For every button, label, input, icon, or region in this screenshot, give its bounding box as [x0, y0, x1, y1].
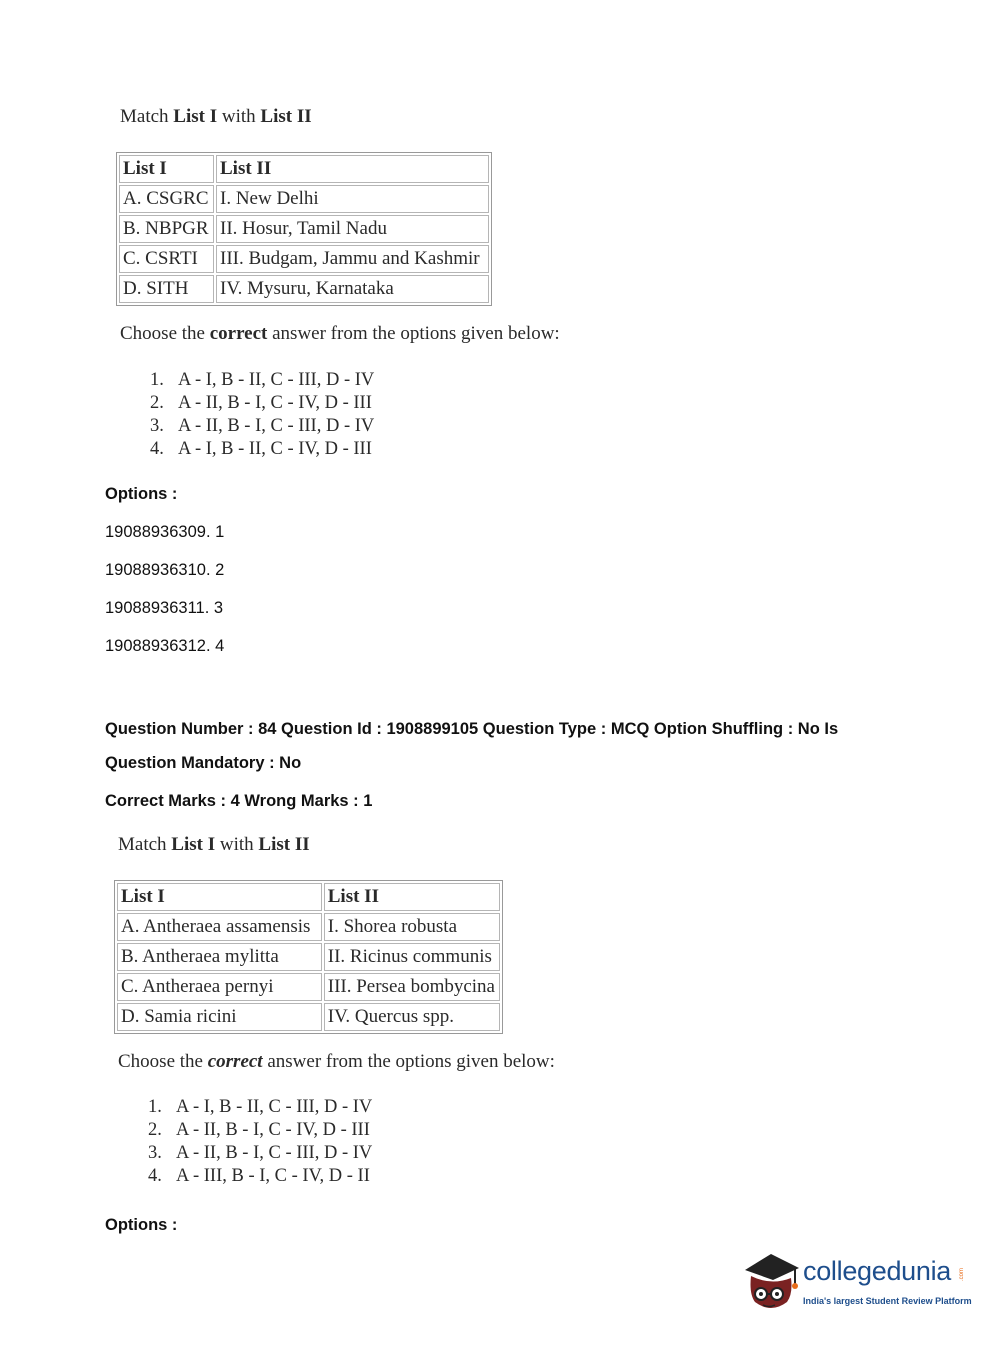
question-marks-line: Correct Marks : 4 Wrong Marks : 1	[105, 792, 373, 810]
block2-match-table	[114, 880, 503, 1034]
table-cell: C. Antheraea pernyi	[117, 973, 322, 1001]
option-id-line: 19088936311. 3	[105, 599, 224, 617]
table-header-cell: List II	[216, 155, 489, 183]
block2-instruction: Choose the correct answer from the options given below:	[118, 1051, 555, 1072]
table-cell: C. CSRTI	[119, 245, 214, 273]
answer-item: 2. A - II, B - I, C - IV, D - III	[148, 1120, 370, 1140]
table-row	[119, 245, 489, 273]
answer-item: 3. A - II, B - I, C - III, D - IV	[150, 416, 375, 436]
collegedunia-logo[interactable]	[741, 1250, 971, 1320]
block1-answer-list	[150, 369, 374, 461]
mascot-icon	[741, 1250, 803, 1316]
table-header-row	[119, 155, 489, 183]
brand-tagline: India's largest Student Review Platform	[803, 1296, 972, 1306]
table-cell: II. Hosur, Tamil Nadu	[216, 215, 489, 243]
table-cell: D. SITH	[119, 275, 214, 303]
table-cell: D. Samia ricini	[117, 1003, 322, 1031]
answer-item: 4. A - I, B - II, C - IV, D - III	[150, 439, 372, 459]
block1-options-label: Options :	[105, 485, 178, 503]
question-meta-line: Question Number : 84 Question Id : 1908899105 Question Type : MCQ Option Shuffling : No Is	[105, 720, 839, 738]
table-header-row	[117, 883, 500, 911]
answer-item: 3. A - II, B - I, C - III, D - IV	[148, 1143, 373, 1163]
answer-item: 1. A - I, B - II, C - III, D - IV	[150, 370, 375, 390]
table-cell: III. Budgam, Jammu and Kashmir	[216, 245, 489, 273]
table-cell: B. Antheraea mylitta	[117, 943, 322, 971]
table-cell: III. Persea bombycina	[324, 973, 500, 1001]
option-id-line: 19088936309. 1	[105, 523, 225, 541]
table-header-cell: List I	[117, 883, 322, 911]
table-row	[119, 185, 489, 213]
table-header-cell: List II	[324, 883, 500, 911]
answer-item: 2. A - II, B - I, C - IV, D - III	[150, 393, 372, 413]
table-cell: IV. Quercus spp.	[324, 1003, 500, 1031]
table-cell: II. Ricinus communis	[324, 943, 500, 971]
answer-item: 1. A - I, B - II, C - III, D - IV	[148, 1097, 373, 1117]
table-cell: I. New Delhi	[216, 185, 489, 213]
block1-match-table	[116, 152, 492, 306]
table-row	[117, 943, 500, 971]
block1-lead: Match List I with List II	[120, 106, 312, 127]
question-mandatory-line: Question Mandatory : No	[105, 754, 302, 772]
table-cell: A. Antheraea assamensis	[117, 913, 322, 941]
table-row	[117, 913, 500, 941]
table-header-cell: List I	[119, 155, 214, 183]
answer-item: 4. A - III, B - I, C - IV, D - II	[148, 1166, 370, 1186]
block2-lead: Match List I with List II	[118, 834, 310, 855]
block2-options-label: Options :	[105, 1216, 178, 1234]
table-cell: I. Shorea robusta	[324, 913, 500, 941]
table-cell: IV. Mysuru, Karnataka	[216, 275, 489, 303]
table-row	[117, 1003, 500, 1031]
option-id-line: 19088936310. 2	[105, 561, 225, 579]
brand-suffix: .com	[959, 1268, 965, 1282]
table-cell: A. CSGRC	[119, 185, 214, 213]
table-cell: B. NBPGR	[119, 215, 214, 243]
block2-answer-list	[148, 1096, 372, 1188]
option-id-line: 19088936312. 4	[105, 637, 225, 655]
table-row	[117, 973, 500, 1001]
brand-name: collegedunia	[803, 1256, 952, 1286]
table-row	[119, 275, 489, 303]
block1-instruction: Choose the correct answer from the options given below:	[120, 323, 560, 344]
table-row	[119, 215, 489, 243]
